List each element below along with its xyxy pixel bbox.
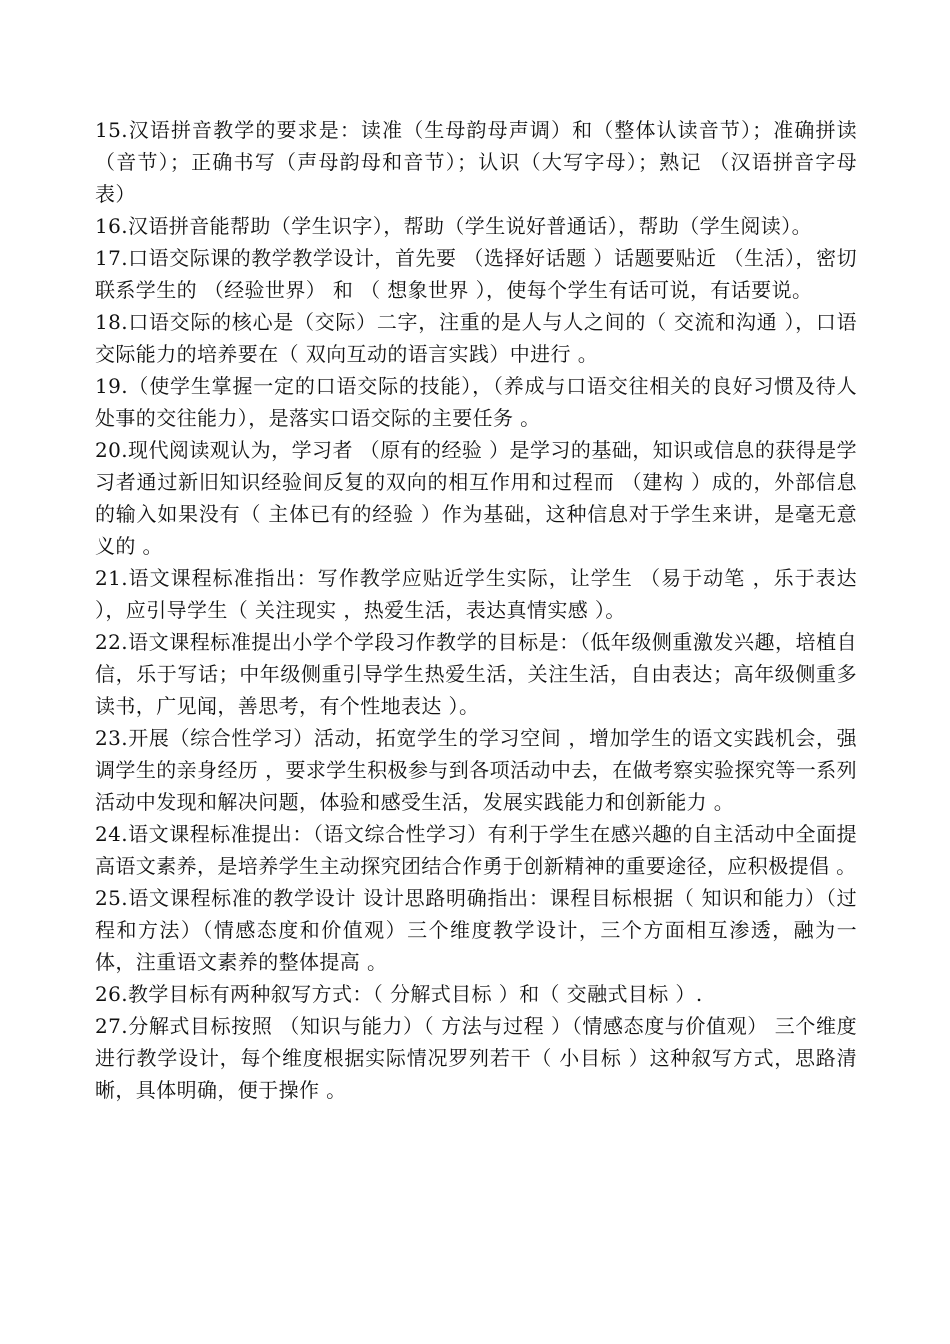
paragraph-26: 26.教学目标有两种叙写方式：（ 分解式目标 ）和（ 交融式目标 ）. [95,982,703,1006]
paragraph-16: 16.汉语拼音能帮助（学生识字），帮助（学生说好普通话），帮助（学生阅读）。 [95,214,813,238]
document-body [95,114,857,1106]
paragraph-17: 17.口语交际课的教学教学设计，首先要 （选择好话题 ）话题要贴近 （生活），密切联系学生的 （经验世界） 和 （ 想象世界 ），使每个学生有话可说，有话要说。 [95,246,857,302]
paragraph-15: 15.汉语拼音教学的要求是：读准（生母韵母声调）和（整体认读音节）；准确拼读（音节）；正确书写（声母韵母和音节）；认识（大写字母）；熟记 （汉语拼音字母表） [95,118,857,206]
paragraph-25: 25.语文课程标准的教学设计 设计思路明确指出：课程目标根据（ 知识和能力）（过程和方法）（情感态度和价值观）三个维度教学设计，三个方面相互渗透，融为一体，注重语文素养的整体提高 。 [95,886,857,974]
paragraph-27: 27.分解式目标按照 （知识与能力）（ 方法与过程 ）（情感态度与价值观） 三个维度进行教学设计，每个维度根据实际情况罗列若干（ 小目标 ）这种叙写方式，思路清晰，具体明确，便于操作 。 [95,1014,857,1102]
paragraph-20: 20.现代阅读观认为，学习者 （原有的经验 ）是学习的基础，知识或信息的获得是学习者通过新旧知识经验间反复的双向的相互作用和过程而 （建构 ）成的，外部信息的输入如果没有（ 主体已有的经验 ）作为基础，这种信息对于学生来讲，是毫无意义的 。 [95,438,857,558]
paragraph-23: 23.开展（综合性学习）活动，拓宽学生的学习空间 ，增加学生的语文实践机会，强调学生的亲身经历 ，要求学生积极参与到各项活动中去，在做考察实验探究等一系列活动中发现和解决问题，体验和感受生活，发展实践能力和创新能力 。 [95,726,857,814]
paragraph-21: 21.语文课程标准指出：写作教学应贴近学生实际，让学生 （易于动笔 ，乐于表达 ），应引导学生（ 关注现实 ，热爱生活，表达真情实感 ）。 [95,566,857,622]
paragraph-18: 18.口语交际的核心是（交际）二字，注重的是人与人之间的（ 交流和沟通 ），口语交际能力的培养要在（ 双向互动的语言实践）中进行 。 [95,310,857,366]
paragraph-24: 24.语文课程标准提出：（语文综合性学习）有利于学生在感兴趣的自主活动中全面提高语文素养，是培养学生主动探究团结合作勇于创新精神的重要途径，应积极提倡 。 [95,822,857,878]
paragraph-19: 19.（使学生掌握一定的口语交际的技能），（养成与口语交往相关的良好习惯及待人处事的交往能力），是落实口语交际的主要任务 。 [95,374,857,430]
paragraph-22: 22.语文课程标准提出小学个学段习作教学的目标是：（低年级侧重激发兴趣，培植自信，乐于写话；中年级侧重引导学生热爱生活，关注生活，自由表达；高年级侧重多读书，广见闻，善思考，有个性地表达 ）。 [95,630,857,718]
